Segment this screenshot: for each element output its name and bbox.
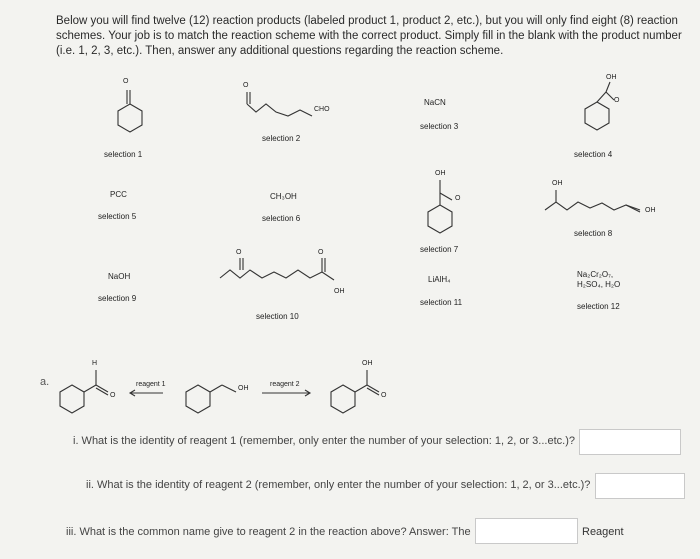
question-3-text: iii. What is the common name give to reagent 2 in the reaction above? Answer: The xyxy=(66,526,471,538)
reagent-chromic-2: H₂SO₄, H₂O xyxy=(577,280,621,289)
reagent-2-label: reagent 2 xyxy=(270,381,300,388)
instructions-text: Below you will find twelve (12) reaction products (labeled product 1, product 2, etc.), but you will only find eight (8) reaction schemes. Your job is to match the reaction scheme with the correct product. Simply fill in the blank with the product number (i.e. 1, 2, 3, etc.). Then, answer any additional questions regarding the reaction scheme. xyxy=(56,15,682,57)
question-3-suffix: Reagent xyxy=(582,526,624,538)
selection-label-11: selection 11 xyxy=(420,298,463,307)
selection-label-10: selection 10 xyxy=(256,312,299,321)
atom-label-o: O xyxy=(123,78,129,85)
atom-label-oh: OH xyxy=(645,207,656,214)
selection-label-8: selection 8 xyxy=(574,229,613,238)
selection-label-5: selection 5 xyxy=(98,212,137,221)
atom-label-oh: OH xyxy=(362,360,373,367)
question-1-text: i. What is the identity of reagent 1 (remember, only enter the number of your selection: 1, 2, or 3...etc.)? xyxy=(73,435,575,447)
atom-label-o: O xyxy=(614,97,620,104)
selection-label-7: selection 7 xyxy=(420,245,459,254)
selection-label-2: selection 2 xyxy=(262,134,301,143)
reagent-ch3oh: CH₃OH xyxy=(270,192,297,201)
reagent-lialh4: LiAlH₄ xyxy=(428,275,451,284)
answer-3-input[interactable] xyxy=(475,518,578,544)
atom-label-oh: OH xyxy=(552,180,563,187)
reagent-pcc: PCC xyxy=(110,190,127,199)
answer-2-input[interactable] xyxy=(595,473,685,499)
reagent-chromic-1: Na₂Cr₂O₇, xyxy=(577,270,614,279)
selection-label-1: selection 1 xyxy=(104,150,143,159)
atom-label-h: H xyxy=(92,360,98,367)
reagent-nacn: NaCN xyxy=(424,98,446,107)
selection-label-9: selection 9 xyxy=(98,294,137,303)
selection-label-6: selection 6 xyxy=(262,214,301,223)
reagent-1-label: reagent 1 xyxy=(136,381,166,388)
atom-label-oh: OH xyxy=(334,288,345,295)
atom-label-o: O xyxy=(110,392,116,399)
atom-label-oh: OH xyxy=(435,170,446,177)
selection-label-4: selection 4 xyxy=(574,150,613,159)
atom-label-oh: OH xyxy=(606,74,617,81)
atom-label-o: O xyxy=(318,249,324,256)
selection-label-12: selection 12 xyxy=(577,302,620,311)
atom-label-o: O xyxy=(243,82,249,89)
reagent-naoh: NaOH xyxy=(108,272,131,281)
atom-label-cho: CHO xyxy=(314,106,330,113)
question-2-text: ii. What is the identity of reagent 2 (remember, only enter the number of your selection: 1, 2, or 3...etc.)? xyxy=(86,479,591,491)
atom-label-o: O xyxy=(236,249,242,256)
atom-label-o: O xyxy=(381,392,387,399)
answer-1-input[interactable] xyxy=(579,429,681,455)
atom-label-oh: OH xyxy=(238,385,249,392)
selection-label-3: selection 3 xyxy=(420,122,459,131)
scheme-letter: a. xyxy=(40,376,50,388)
atom-label-o: O xyxy=(455,195,461,202)
